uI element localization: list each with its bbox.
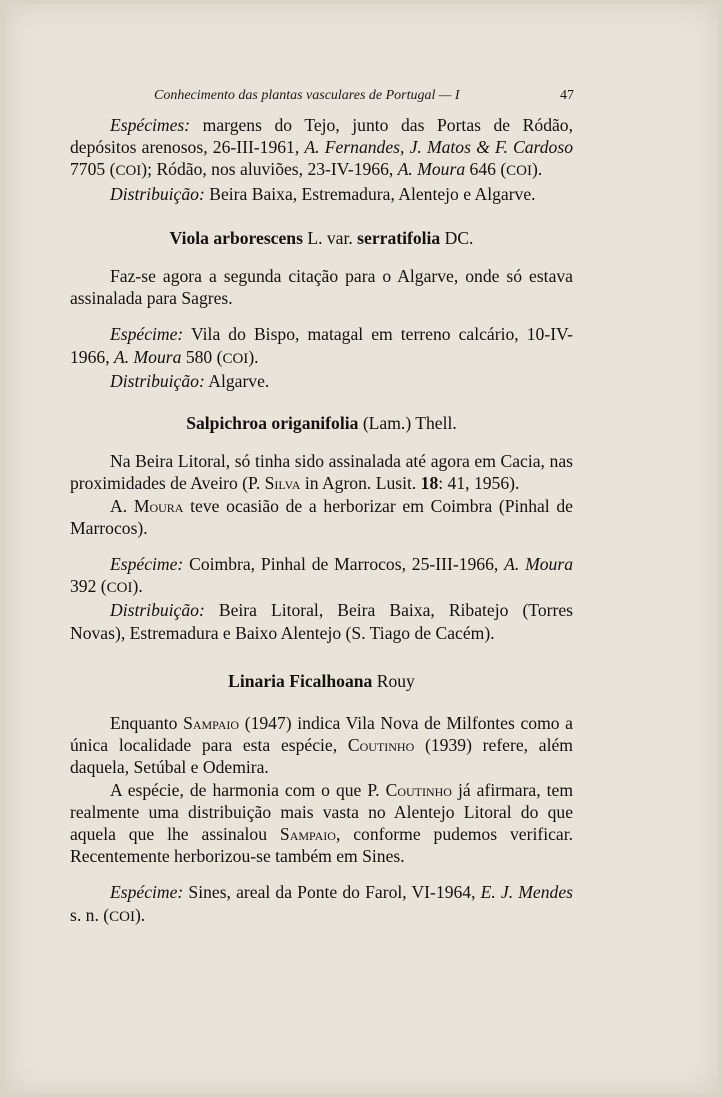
author-name: Sampaio [183,713,240,734]
page [6,4,718,1093]
text: Algarve. [204,370,270,391]
paragraph [70,712,573,779]
taxon-heading [70,227,573,249]
paragraph [70,779,573,868]
specimen-paragraph [70,323,573,369]
text: (1947) indica Vila Nova de Milfontes como a única localidade para esta espécie, [70,713,573,756]
text: já afirmara, tem realmente uma distribuição mais vasta no Alentejo Litoral do que aquela que lhe assinalou [70,779,574,845]
herbarium: COI [109,908,135,925]
text: ). [132,576,143,597]
text: A. [110,495,134,516]
label: Distribuição: [110,183,205,204]
author-name: Sampaio [279,824,336,845]
label: Distribuição: [110,370,205,391]
author: DC. [440,227,474,248]
text: , conforme pudemos verificar. Recentemente herborizou-se também em Sines. [70,824,573,867]
paragraph: Faz-se agora a segunda citação para o Algarve, onde só estava assinalada para Sagres. [70,266,573,309]
herbarium: COI [106,580,133,597]
label: Espécime: [110,324,184,345]
collector: A. Moura [504,554,573,575]
author: L. var. [302,227,358,248]
text: ). [248,346,259,367]
spacer [70,867,573,881]
text: (1939) refere, além daquela, Setúbal e Odemira. [70,735,573,778]
text: 392 ( [70,576,107,597]
herbarium: COI [222,350,249,367]
spacer [70,309,573,323]
label: Espécime: [110,882,184,903]
text: teve ocasião de a herborizar em Coimbra (Pinhal de Marrocos). [70,495,573,538]
text: 646 ( [465,159,507,180]
herbarium: COI [115,163,142,180]
text: Beira Baixa, Estremadura, Alentejo e Algarve. [204,183,536,204]
text: Sines, areal da Ponte do Farol, VI-1964, [183,882,481,903]
running-head [154,88,574,104]
specimen-paragraph [70,881,573,927]
label: Espécimes: [110,115,191,135]
text: ). [532,159,543,180]
text: 7705 ( [70,159,116,180]
author: (Lam.) Thell. [358,413,457,434]
text: margens do Tejo, junto das Portas de Ródão, depósitos arenosos, 26-III-1961, [70,115,573,158]
taxon-name: Linaria Ficalhoana [228,670,373,691]
specimens-paragraph [70,114,573,183]
page-number: 47 [560,88,574,103]
herbarium: COI [506,163,533,180]
variety-name: serratifolia [357,227,441,248]
taxon-name: Salpichroa origanifolia [186,413,359,434]
distribution-paragraph [70,370,573,392]
text: ). [134,904,146,925]
specimen-paragraph [70,553,573,599]
text: ); Ródão, nos aluviões, 23-IV-1966, [141,159,398,180]
text: in Agron. Lusit. [300,473,421,494]
collector: A. Moura [113,346,182,367]
taxon-heading [70,412,573,434]
spacer [70,539,573,553]
taxon-heading [70,670,573,692]
text: Enquanto [110,713,184,734]
text: A espécie, de harmonia com o que P. [110,779,386,800]
collector: A. Moura [397,159,466,180]
author-name: Moura [133,495,184,516]
author: Rouy [372,670,415,691]
text: Beira Litoral, Beira Baixa, Ribatejo (Torres Novas), Estremadura e Baixo Alentejo (S. Tiago de Cacém). [70,600,573,643]
text: Vila do Bispo, matagal em terreno calcário, 10-IV-1966, [70,324,573,367]
text: Na Beira Litoral, só tinha sido assinalada até agora em Cacia, nas proximidades de Aveiro (P. [70,451,573,494]
distribution-paragraph [70,183,573,205]
text: Coimbra, Pinhal de Marrocos, 25-III-1966, [183,554,505,575]
text: : 41, 1956). [438,473,520,494]
text: s. n. ( [70,904,110,925]
author-name: Coutinho [347,735,415,756]
volume: 18 [420,473,439,494]
collector: A. Fernandes, J. Matos & F. Cardoso [304,137,573,158]
body-text [70,114,573,928]
taxon-name: Viola arborescens [169,227,303,248]
label: Espécime: [110,554,184,575]
author-name: Silva [264,473,301,494]
paragraph [70,450,573,494]
distribution-paragraph [70,599,573,643]
text: 580 ( [181,346,223,367]
collector: E. J. Mendes [480,882,573,903]
label: Distribuição: [110,600,205,621]
author-name: Coutinho [385,779,452,800]
running-head-title: Conhecimento das plantas vasculares de Portugal — I [154,88,460,103]
paragraph [70,495,573,539]
